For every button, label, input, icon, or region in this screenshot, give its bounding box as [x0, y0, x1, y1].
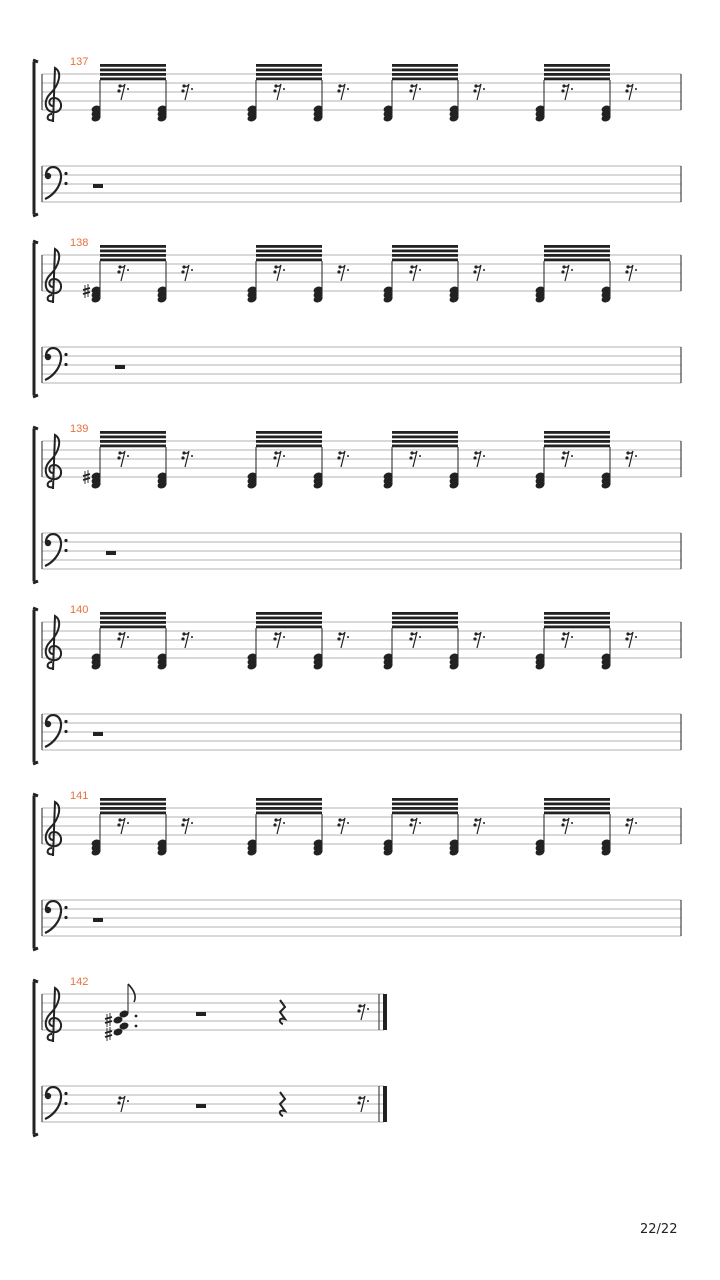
note-beam [392, 621, 458, 624]
measure-number: 142 [70, 976, 89, 988]
note-beam [256, 64, 322, 67]
sharp-bar [83, 288, 90, 290]
measure-number: 137 [70, 56, 89, 68]
note-beam [256, 621, 322, 624]
note-beam [100, 73, 166, 76]
treble-clef-path [46, 988, 61, 1042]
note-beam [392, 440, 458, 443]
treble-staff [42, 64, 681, 123]
half-rest [93, 732, 103, 736]
rest-dot [117, 270, 120, 273]
half-rest [93, 184, 103, 188]
note-beam [544, 440, 610, 443]
rest-dot [357, 1101, 360, 1104]
sharp-accidental [105, 1027, 112, 1041]
rest-aug-dot [191, 636, 193, 638]
bass-clef [45, 167, 68, 199]
note-beam [100, 440, 166, 443]
bass-clef-dot-upper [64, 720, 67, 723]
rest-dot [625, 456, 628, 459]
bass-clef-dot-lower [64, 363, 67, 366]
rest-aug-dot [483, 88, 485, 90]
note-beam [544, 73, 610, 76]
rest-dot [561, 823, 564, 826]
half-rest [196, 1104, 206, 1108]
beamed-note-group [91, 798, 193, 857]
beamed-note-group [383, 245, 485, 304]
rest-dot [181, 270, 184, 273]
rest-aug-dot [483, 269, 485, 271]
note-beam [100, 445, 166, 448]
rest-aug-dot [283, 269, 285, 271]
system-bracket [33, 794, 38, 950]
rest-dot [625, 637, 628, 640]
note-beam [100, 812, 166, 815]
rest-dot [473, 637, 476, 640]
note-beam [544, 617, 610, 620]
sharp-bar [105, 1017, 112, 1019]
bass-clef-dot-upper [64, 1092, 67, 1095]
rest-dot [181, 823, 184, 826]
note-beam [544, 254, 610, 257]
bass-clef-curve [45, 167, 61, 199]
rest-dot [473, 456, 476, 459]
rest-aug-dot [283, 88, 285, 90]
final-barline [383, 994, 387, 1030]
sharp-accidental [105, 1013, 112, 1027]
note-beam [544, 431, 610, 434]
bass-clef-dot-upper [64, 539, 67, 542]
bass-staff [42, 714, 681, 750]
rest-dot [561, 89, 564, 92]
beamed-note-group [83, 245, 193, 304]
treble-staff [42, 431, 681, 490]
rest-dot [273, 270, 276, 273]
rest-aug-dot [347, 269, 349, 271]
rest-dot [625, 823, 628, 826]
note-beam [392, 626, 458, 629]
rest-dot [181, 456, 184, 459]
rest-aug-dot [283, 822, 285, 824]
rest-dot [337, 89, 340, 92]
note-beam [392, 259, 458, 262]
rest-aug-dot [571, 269, 573, 271]
note-beam [100, 798, 166, 801]
treble-staff [42, 798, 681, 857]
bass-clef-dot-upper [64, 906, 67, 909]
rest-dot [409, 456, 412, 459]
note-beam [100, 69, 166, 72]
bass-clef [45, 348, 68, 380]
beamed-note-group [535, 798, 637, 857]
treble-clef [46, 68, 61, 122]
rest-aug-dot [419, 822, 421, 824]
treble-clef [46, 802, 61, 856]
rest-dot [117, 456, 120, 459]
note-beam [100, 617, 166, 620]
note-beam [256, 259, 322, 262]
rest-dot [337, 637, 340, 640]
measure-number: 139 [70, 423, 89, 435]
note-beam [256, 254, 322, 257]
note-beam [256, 612, 322, 615]
bass-clef-curve [45, 715, 61, 747]
bass-staff [42, 1086, 384, 1122]
rest-aug-dot [127, 822, 129, 824]
bass-clef-dot-lower [64, 1102, 67, 1105]
beamed-note-group [91, 612, 193, 671]
note-flag [128, 984, 135, 1002]
rest-dot [117, 1101, 120, 1104]
rest-dot [473, 270, 476, 273]
note-beam [544, 812, 610, 815]
rest-aug-dot [635, 269, 637, 271]
bass-clef [45, 901, 68, 933]
note-beam [392, 436, 458, 439]
rest-dot [561, 456, 564, 459]
note-beam [100, 803, 166, 806]
note-beam [100, 807, 166, 810]
note-beam [392, 254, 458, 257]
rest-dot [473, 823, 476, 826]
beamed-note-group [383, 431, 485, 490]
treble-clef-path [46, 68, 61, 122]
note-beam [256, 78, 322, 81]
rest-dot [409, 270, 412, 273]
rest-dot [409, 637, 412, 640]
beamed-note-group [383, 798, 485, 857]
note-beam [392, 445, 458, 448]
half-rest [93, 918, 103, 922]
measure-number: 138 [70, 237, 89, 249]
bass-clef [45, 534, 68, 566]
note-beam [100, 431, 166, 434]
rest-aug-dot [283, 636, 285, 638]
rest-aug-dot [127, 88, 129, 90]
rest-aug-dot [127, 636, 129, 638]
note-beam [100, 78, 166, 81]
rest-dot [117, 823, 120, 826]
treble-clef [46, 435, 61, 489]
sharp-bar [83, 474, 90, 476]
note-beam [256, 250, 322, 253]
note-beam [392, 64, 458, 67]
treble-clef-path [46, 802, 61, 856]
system-bracket [33, 608, 38, 764]
aug-dot [135, 1025, 138, 1028]
note-beam [392, 617, 458, 620]
note-beam [100, 250, 166, 253]
rest-aug-dot [127, 1100, 129, 1102]
rest-aug-dot [571, 822, 573, 824]
note-beam [544, 78, 610, 81]
rest-aug-dot [127, 455, 129, 457]
beamed-note-group [535, 245, 637, 304]
note-beam [256, 69, 322, 72]
page-number: 22/22 [640, 1222, 678, 1237]
rest-aug-dot [191, 88, 193, 90]
note-beam [256, 445, 322, 448]
note-beam [256, 73, 322, 76]
rest-dot [273, 456, 276, 459]
beamed-note-group [247, 612, 349, 671]
rest-dot [357, 1009, 360, 1012]
rest-dot [117, 89, 120, 92]
system-139 [33, 423, 681, 583]
beamed-note-group [535, 431, 637, 490]
rest-aug-dot [367, 1008, 369, 1010]
note-beam [256, 807, 322, 810]
rest-dot [561, 637, 564, 640]
sharp-bar [105, 1031, 112, 1033]
note-beam [100, 436, 166, 439]
rest-dot [561, 270, 564, 273]
system-141 [33, 790, 681, 950]
beamed-note-group [247, 245, 349, 304]
note-beam [100, 612, 166, 615]
note-beam [544, 798, 610, 801]
treble-clef [46, 249, 61, 303]
bass-clef-dot-lower [64, 916, 67, 919]
rest-dot [625, 270, 628, 273]
treble-clef-path [46, 249, 61, 303]
note-beam [544, 807, 610, 810]
half-rest [106, 551, 116, 555]
rest-dot [473, 89, 476, 92]
note-beam [392, 69, 458, 72]
rest-aug-dot [127, 269, 129, 271]
note-beam [256, 798, 322, 801]
note-beam [256, 626, 322, 629]
treble-staff [42, 612, 681, 671]
note-beam [392, 798, 458, 801]
note-beam [544, 69, 610, 72]
half-rest [196, 1012, 206, 1016]
bass-clef-dot-upper [64, 353, 67, 356]
beamed-note-group [535, 612, 637, 671]
rest-dot [273, 89, 276, 92]
note-beam [256, 812, 322, 815]
bass-staff [42, 166, 681, 202]
treble-clef [46, 616, 61, 670]
beamed-note-group [535, 64, 637, 123]
measure-number: 141 [70, 790, 89, 802]
note-beam [544, 626, 610, 629]
rest-aug-dot [367, 1100, 369, 1102]
rest-aug-dot [419, 636, 421, 638]
rest-aug-dot [191, 455, 193, 457]
note-beam [392, 812, 458, 815]
rest-dot [409, 823, 412, 826]
note-beam [544, 259, 610, 262]
note-beam [256, 245, 322, 248]
rest-aug-dot [191, 269, 193, 271]
note-beam [256, 440, 322, 443]
beamed-note-group [91, 64, 193, 123]
note-beam [544, 621, 610, 624]
system-140 [33, 604, 681, 764]
rest-aug-dot [483, 636, 485, 638]
rest-dot [337, 456, 340, 459]
beamed-note-group [247, 431, 349, 490]
bass-clef-dot-lower [64, 730, 67, 733]
rest-aug-dot [571, 636, 573, 638]
half-rest [115, 365, 125, 369]
rest-aug-dot [571, 88, 573, 90]
note-beam [256, 803, 322, 806]
note-beam [544, 250, 610, 253]
beamed-note-group [247, 798, 349, 857]
bass-clef-curve [45, 348, 61, 380]
rest-dot [181, 637, 184, 640]
treble-clef [46, 988, 61, 1042]
note-beam [100, 621, 166, 624]
beamed-note-group [247, 64, 349, 123]
note-beam [100, 626, 166, 629]
rest-aug-dot [635, 88, 637, 90]
note-beam [100, 254, 166, 257]
rest-aug-dot [347, 88, 349, 90]
note-beam [256, 436, 322, 439]
note-beam [544, 436, 610, 439]
rest-aug-dot [635, 822, 637, 824]
system-bracket [33, 980, 38, 1136]
system-137 [33, 56, 681, 216]
bass-staff [42, 900, 681, 936]
beamed-note-group [83, 431, 193, 490]
note-beam [544, 445, 610, 448]
bass-staff [42, 533, 681, 569]
note-beam [544, 245, 610, 248]
bass-clef-curve [45, 1087, 61, 1119]
rest-aug-dot [347, 822, 349, 824]
note-beam [392, 245, 458, 248]
beamed-note-group [383, 64, 485, 123]
note-beam [544, 803, 610, 806]
rest-aug-dot [635, 636, 637, 638]
rest-aug-dot [419, 269, 421, 271]
note-beam [256, 617, 322, 620]
system-bracket [33, 60, 38, 216]
note-beam [544, 612, 610, 615]
treble-clef-path [46, 616, 61, 670]
bass-clef-dot-upper [64, 172, 67, 175]
rest-aug-dot [483, 455, 485, 457]
note-beam [100, 259, 166, 262]
system-138 [33, 237, 681, 397]
note-beam [100, 245, 166, 248]
treble-staff [42, 984, 384, 1042]
rest-dot [117, 637, 120, 640]
aug-dot [135, 1015, 138, 1018]
system-bracket [33, 241, 38, 397]
rest-aug-dot [419, 88, 421, 90]
note-beam [392, 807, 458, 810]
rest-dot [273, 823, 276, 826]
rest-dot [337, 270, 340, 273]
treble-staff [42, 245, 681, 304]
bass-clef [45, 715, 68, 747]
rest-dot [337, 823, 340, 826]
note-beam [256, 431, 322, 434]
rest-aug-dot [347, 636, 349, 638]
rest-aug-dot [571, 455, 573, 457]
final-barline [383, 1086, 387, 1122]
note-beam [544, 64, 610, 67]
system-142 [33, 976, 387, 1136]
rest-aug-dot [347, 455, 349, 457]
final-chord [113, 984, 138, 1037]
rest-aug-dot [635, 455, 637, 457]
treble-clef-path [46, 435, 61, 489]
rest-dot [181, 89, 184, 92]
note-beam [392, 73, 458, 76]
bass-clef-curve [45, 534, 61, 566]
note-beam [392, 612, 458, 615]
note-beam [392, 803, 458, 806]
note-beam [392, 431, 458, 434]
rest-dot [273, 637, 276, 640]
beamed-note-group [383, 612, 485, 671]
note-beam [392, 250, 458, 253]
bass-clef [45, 1087, 68, 1119]
sharp-bar [83, 478, 90, 480]
sharp-bar [83, 292, 90, 294]
note-beam [100, 64, 166, 67]
bass-clef-dot-lower [64, 549, 67, 552]
rest-aug-dot [191, 822, 193, 824]
rest-dot [409, 89, 412, 92]
bass-clef-dot-lower [64, 182, 67, 185]
sharp-bar [105, 1035, 112, 1037]
note-beam [392, 78, 458, 81]
bass-clef-curve [45, 901, 61, 933]
rest-dot [625, 89, 628, 92]
measure-number: 140 [70, 604, 89, 616]
rest-aug-dot [283, 455, 285, 457]
rest-aug-dot [419, 455, 421, 457]
rest-aug-dot [483, 822, 485, 824]
bass-staff [42, 347, 681, 383]
system-bracket [33, 427, 38, 583]
